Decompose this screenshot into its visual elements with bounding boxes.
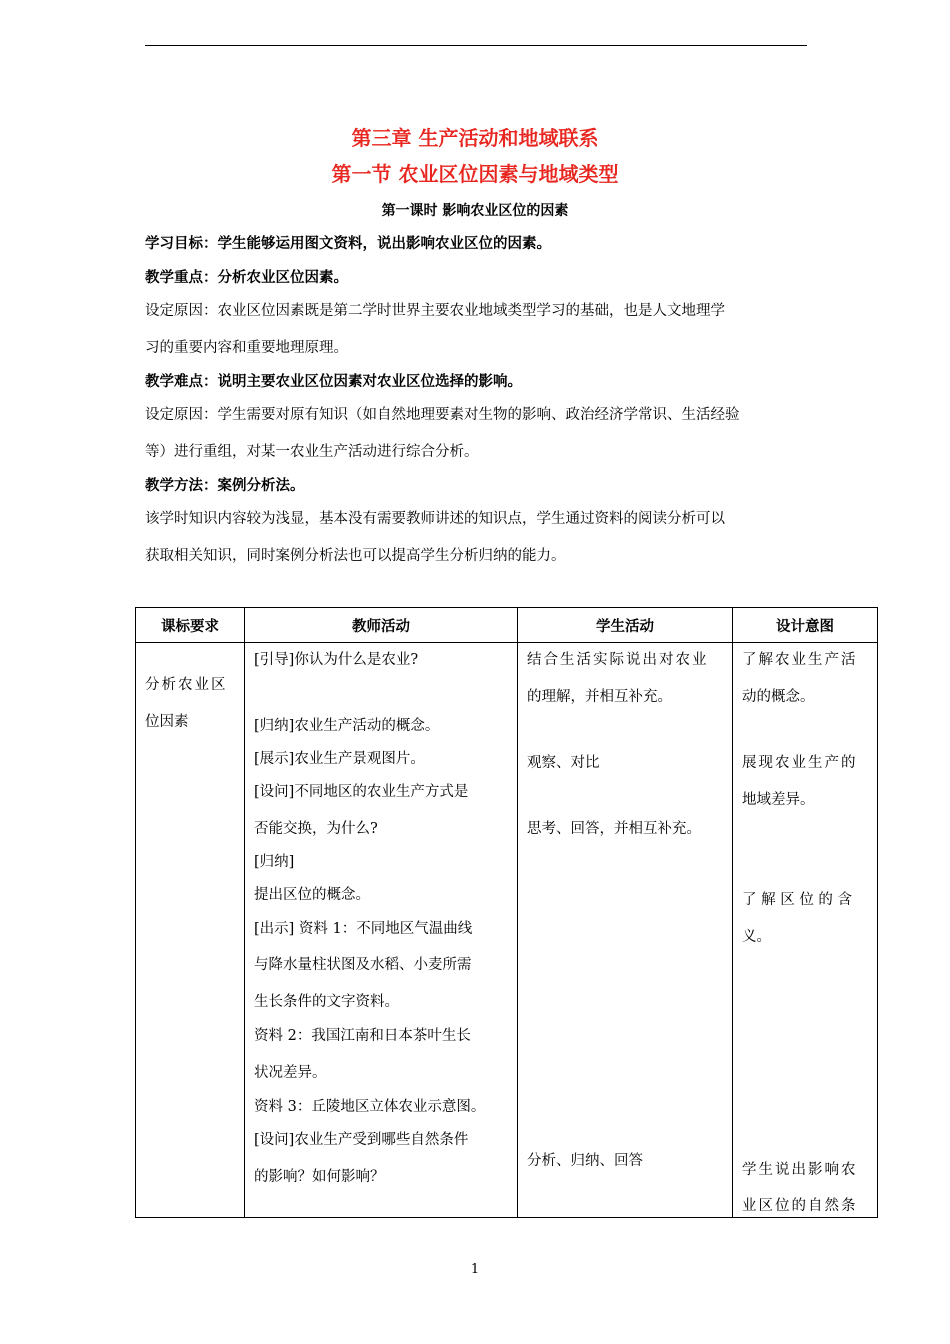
- table-row: [136, 643, 878, 1218]
- intent-line: 了解农业生产活: [742, 652, 858, 668]
- page-number: 1: [470, 1262, 480, 1277]
- header-rule: [145, 45, 807, 46]
- student-line: 的理解，并相互补充。: [527, 689, 672, 705]
- key-reason-line: 设定原因：农业区位因素既是第二学时世界主要农业地域类型学习的基础，也是人文地理学: [145, 303, 725, 319]
- teacher-line: [设问]不同地区的农业生产方式是: [254, 784, 469, 800]
- method-desc-line: 该学时知识内容较为浅显，基本没有需要教师讲述的知识点，学生通过资料的阅读分析可以: [145, 511, 725, 527]
- table-header-row: [136, 608, 878, 643]
- header-design-intent: 设计意图: [733, 608, 878, 643]
- teacher-line: [出示] 资料 1：不同地区气温曲线: [254, 921, 473, 937]
- student-activity-cell: [518, 643, 733, 1218]
- difficulty: 教学难点：说明主要农业区位因素对农业区位选择的影响。: [145, 374, 522, 390]
- header-curriculum: 课标要求: [136, 608, 245, 643]
- teacher-line: [引导]你认为什么是农业?: [254, 652, 419, 668]
- key-reason-line: 习的重要内容和重要地理原理。: [145, 340, 348, 356]
- teacher-activity-cell: [245, 643, 518, 1218]
- intent-line: 义。: [742, 929, 771, 945]
- chapter-title: 第三章 生产活动和地域联系: [351, 126, 599, 150]
- student-line: 观察、对比: [527, 755, 600, 771]
- teacher-line: 否能交换，为什么?: [254, 821, 378, 837]
- lesson-title: 第一课时 影响农业区位的因素: [381, 203, 569, 219]
- teacher-line: 与降水量柱状图及水稻、小麦所需: [254, 957, 472, 973]
- header-teacher-activity: 教师活动: [245, 608, 518, 643]
- design-intent-cell: [733, 643, 878, 1218]
- method-desc-line: 获取相关知识，同时案例分析法也可以提高学生分析归纳的能力。: [145, 548, 566, 564]
- intent-line: 业区位的自然条: [742, 1198, 858, 1214]
- teacher-line: [归纳]农业生产活动的概念。: [254, 718, 440, 734]
- teacher-line: 状况差异。: [254, 1065, 327, 1081]
- teacher-line: [展示]农业生产景观图片。: [254, 751, 425, 767]
- teacher-line: 生长条件的文字资料。: [254, 994, 399, 1010]
- teaching-method: 教学方法：案例分析法。: [145, 478, 305, 494]
- student-line: 分析、归纳、回答: [527, 1153, 643, 1169]
- key-point: 教学重点：分析农业区位因素。: [145, 270, 348, 286]
- teacher-line: 提出区位的概念。: [254, 887, 370, 903]
- learning-objective: 学习目标：学生能够运用图文资料，说出影响农业区位的因素。: [145, 236, 551, 252]
- lesson-table: [135, 607, 878, 1218]
- difficulty-reason-line: 等）进行重组，对某一农业生产活动进行综合分析。: [145, 444, 479, 460]
- curriculum-text: 位因素: [145, 714, 189, 730]
- intent-line: 学生说出影响农: [742, 1162, 858, 1178]
- teacher-line: 资料 2：我国江南和日本茶叶生长: [254, 1028, 471, 1044]
- curriculum-text: 分析农业区: [145, 677, 228, 693]
- intent-line: 动的概念。: [742, 689, 815, 705]
- intent-line: 展现农业生产的: [742, 755, 858, 771]
- intent-line: 了 解 区 位 的 含: [742, 892, 853, 908]
- header-student-activity: 学生活动: [518, 608, 733, 643]
- teacher-line: 资料 3：丘陵地区立体农业示意图。: [254, 1099, 486, 1115]
- teacher-line: [归纳]: [254, 854, 295, 870]
- student-line: 结合生活实际说出对农业: [527, 652, 709, 668]
- teacher-line: 的影响？如何影响？: [254, 1169, 385, 1185]
- intent-line: 地域差异。: [742, 792, 815, 808]
- student-line: 思考、回答，并相互补充。: [527, 821, 701, 837]
- teacher-line: [设问]农业生产受到哪些自然条件: [254, 1132, 469, 1148]
- difficulty-reason-line: 设定原因：学生需要对原有知识（如自然地理要素对生物的影响、政治经济学常识、生活经验: [145, 407, 740, 423]
- section-title: 第一节 农业区位因素与地域类型: [331, 162, 619, 186]
- curriculum-cell: [136, 643, 245, 1218]
